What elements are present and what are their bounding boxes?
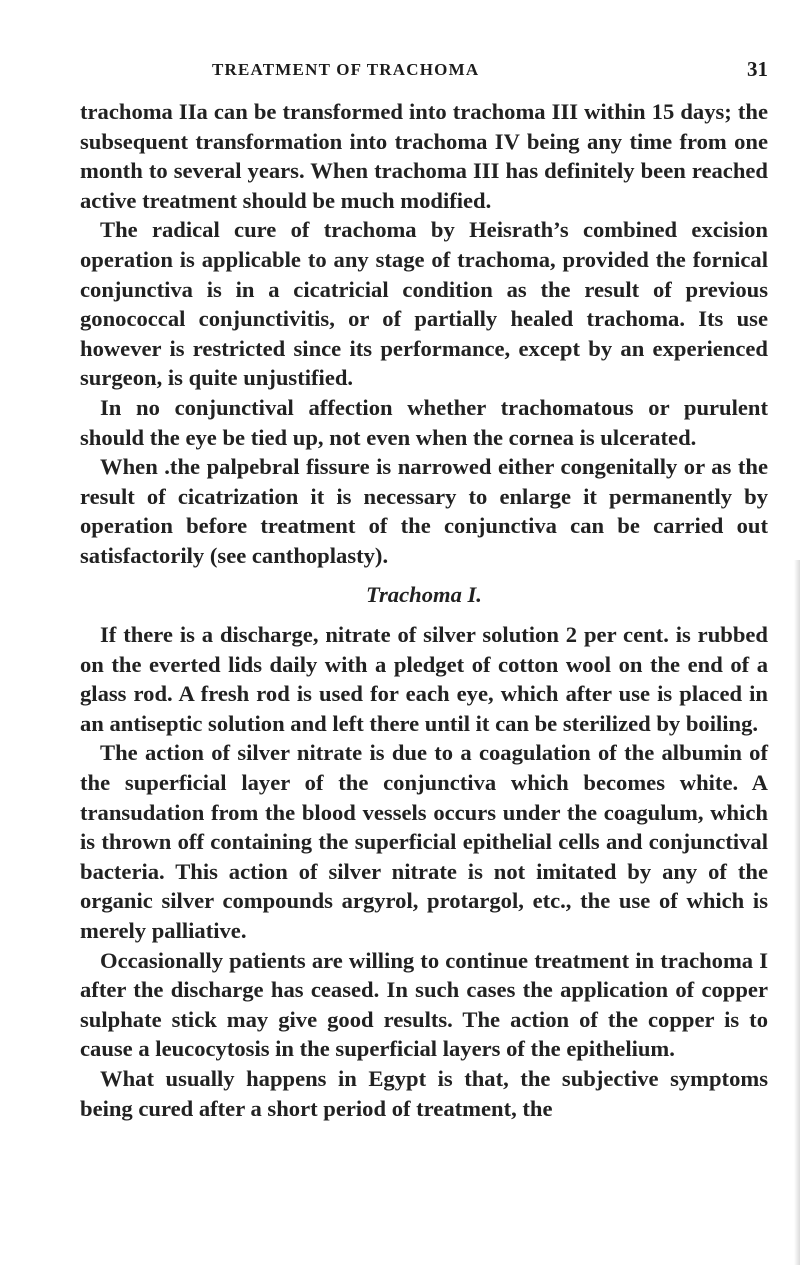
paragraph: If there is a discharge, nitrate of silver solution 2 per cent. is rubbed on the everted lids daily with a pledget of cotton wool on the end of a glass rod. A fresh rod is used for each eye, which after use is placed in an antiseptic solution and left there until it can be sterilized by boiling. bbox=[80, 622, 768, 736]
paragraph: trachoma IIa can be transformed into trachoma III within 15 days; the subsequent transformation into trachoma IV being any time from one month to several years. When trachoma III has definitely been reached active treatment should be much modified. bbox=[80, 99, 768, 213]
paragraph: In no conjunctival affection whether trachomatous or purulent should the eye be tied up, not even when the cornea is ulcerated. bbox=[80, 394, 768, 450]
page-number: 31 bbox=[747, 57, 768, 81]
running-head: TREATMENT OF TRACHOMA bbox=[212, 60, 480, 79]
paragraph: What usually happens in Egypt is that, the subjective symptoms being cured after a short period of treatment, the bbox=[80, 1066, 768, 1121]
section-heading: Trachoma I. bbox=[366, 581, 482, 607]
paragraph: The action of silver nitrate is due to a coagulation of the albumin of the superficial layer of the conjunctiva which becomes white. A transudation from the blood vessels occurs under the coagulum, which is thrown off containing the superficial epithelial cells and conjunctival bacteria. This action of silver nitrate is not imitated by any of the organic silver compounds argyrol, protargol, etc., the use of which is merely palliative. bbox=[80, 740, 768, 944]
body-text bbox=[80, 97, 768, 1123]
paragraph: When .the palpebral fissure is narrowed either congenitally or as the result of cicatrization it is necessary to enlarge it permanently by operation before treatment of the conjunctiva can be carried out satisfactorily (see canthoplasty). bbox=[80, 454, 768, 568]
page-header bbox=[80, 57, 768, 90]
paragraph: The radical cure of trachoma by Heisrath’s combined excision operation is applicable to any stage of trachoma, provided the fornical conjunctiva is in a cicatricial condition as the result of previous gonococcal conjunctivitis, or of partially healed trachoma. Its use however is restricted since its performance, except by an experienced surgeon, is quite unjustified. bbox=[80, 217, 768, 391]
page-edge-shadow bbox=[794, 560, 800, 1265]
paragraph: Occasionally patients are willing to continue treatment in trachoma I after the discharge has ceased. In such cases the application of copper sulphate stick may give good results. The action of the copper is to cause a leucocytosis in the superficial layers of the epithelium. bbox=[80, 947, 768, 1062]
